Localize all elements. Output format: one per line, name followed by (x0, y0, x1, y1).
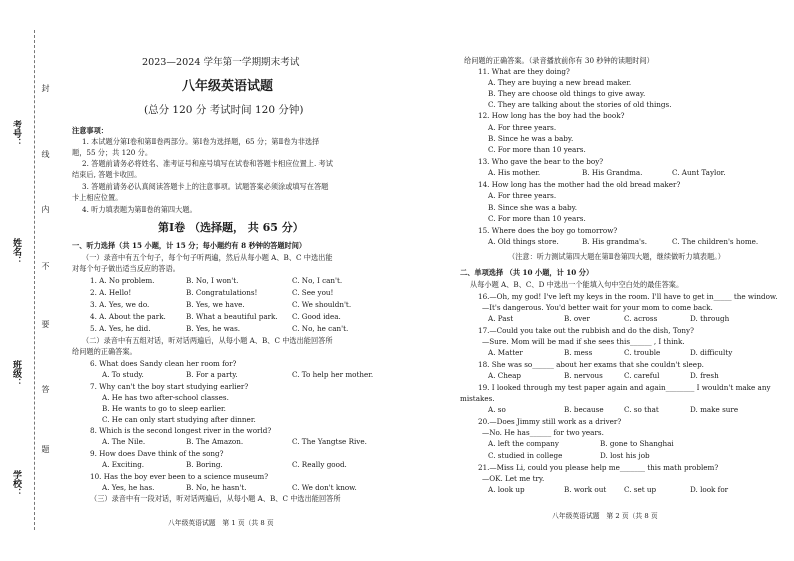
question-text: —It's dangerous. You'd better wait for your mom to come back. (482, 303, 713, 312)
page-1 (60, 0, 405, 561)
question-option: A. His mother. (488, 168, 541, 177)
section-instruction: （一）录音中有五个句子，每个句子听两遍，然后从每小题 A、B、C 中选出能 (82, 253, 333, 262)
question-option: B. Yes, he was. (186, 324, 241, 333)
seal-mark: 不 (41, 262, 50, 270)
seal-mark: 封 (41, 84, 50, 92)
question-option: C. He can only start studying after dinner. (102, 415, 256, 424)
question-text: 9. How does Dave think of the song? (90, 449, 224, 458)
question-option: B. Since she was a baby. (488, 203, 577, 212)
question-option: A. Yes, he has. (102, 483, 155, 492)
question-option: B. They are choose old things to give away. (488, 89, 646, 98)
school-label: 学校： (11, 470, 21, 497)
question-option: C. No, he can't. (292, 324, 349, 333)
question-text: 21.—Miss Li, could you please help me_______ this math problem? (478, 463, 719, 472)
question-option: A. Exciting. (102, 460, 145, 469)
question-option: B. What a beautiful park. (186, 312, 278, 321)
notes-line: 4. 听力填表题为第Ⅱ卷的第四大题。 (82, 205, 197, 214)
question-option: C. across (624, 314, 658, 323)
seal-mark: 线 (41, 150, 50, 158)
question-text: 13. Who gave the bear to the boy? (478, 157, 604, 166)
question-option: D. make sure (690, 405, 739, 414)
question-text: —OK. Let me try. (482, 474, 545, 483)
question-option: C. To help her mother. (292, 370, 374, 379)
notes-line: 题，55 分；共 120 分。 (72, 148, 153, 157)
single-choice-title: 二、单项选择 （共 10 小题，计 10 分） (460, 268, 594, 277)
question-option: D. look for (690, 485, 729, 494)
volume1-title: 第Ⅰ卷 （选择题， 共 65 分） (158, 221, 304, 234)
question-option: C. so that (624, 405, 659, 414)
notes-title: 注意事项： (72, 126, 108, 135)
question-option: B. No, I won't. (186, 276, 239, 285)
question-option: B. mess (564, 348, 593, 357)
question-option: B. For a party. (186, 370, 238, 379)
section-instruction: 从每小题 A、B、C、D 中选出一个能填入句中空白处的最佳答案。 (470, 280, 684, 289)
question-option: C. We shouldn't. (292, 300, 352, 309)
notes-line: 1. 本试题分第Ⅰ卷和第Ⅱ卷两部分。第Ⅰ卷为选择题，65 分；第Ⅱ卷为非选择 (82, 137, 320, 146)
name-label: 姓名： (11, 238, 21, 265)
question-option: D. lost his job (600, 451, 650, 460)
question-option: A. look up (488, 485, 525, 494)
question-option: B. over (564, 314, 590, 323)
question-option: B. His grandma's. (582, 237, 647, 246)
question-option: A. For three years. (488, 191, 557, 200)
page-footer: 八年级英语试题 第 2 页（共 8 页 (552, 512, 658, 520)
question-option: 3. A. Yes, we do. (90, 300, 150, 309)
seal-mark: 内 (41, 205, 50, 213)
question-option: A. He has two after-school classes. (102, 393, 229, 402)
question-option: A. Old things store. (488, 237, 559, 246)
question-text: 18. She was so______ about her exams that she couldn't sleep. (478, 360, 704, 369)
question-option: C. See you! (292, 288, 334, 297)
listening-title: 一、听力选择（共 15 小题，计 15 分；每小题约有 8 秒钟的答题时间） (72, 241, 307, 250)
question-text: —No. He has______ for two years. (482, 428, 604, 437)
question-option: A. left the company (488, 439, 559, 448)
question-option: C. Aunt Taylor. (672, 168, 726, 177)
seal-mark: 要 (41, 320, 50, 328)
question-option: C. For more than 10 years. (488, 214, 586, 223)
question-text: 14. How long has the mother had the old bread maker? (478, 180, 681, 189)
question-option: 2. A. Hello! (90, 288, 132, 297)
question-option: B. gone to Shanghai (600, 439, 674, 448)
question-option: B. nervous (564, 371, 603, 380)
question-option: B. His Grandma. (582, 168, 643, 177)
question-text: 20.—Does Jimmy still work as a driver? (478, 417, 622, 426)
question-text: 11. What are they doing? (478, 67, 570, 76)
seal-mark: 答 (41, 385, 50, 393)
class-label: 班级： (11, 360, 21, 387)
question-option: A. To study. (102, 370, 144, 379)
notes-line: 2. 答题前请务必将姓名、准考证号和座号填写在试卷和答题卡相应位置上. 考试 (82, 159, 333, 168)
question-text: 10. Has the boy ever been to a science museum? (90, 472, 269, 481)
question-option: A. Past (488, 314, 514, 323)
seal-mark: 题 (41, 445, 50, 453)
question-option: C. They are talking about the stories of old things. (488, 100, 672, 109)
section-instruction: 对每个句子做出适当反应的答语。 (72, 264, 180, 273)
subject-title: 八年级英语试题 (182, 79, 274, 94)
question-option: B. because (564, 405, 604, 414)
question-option: C. Really good. (292, 460, 347, 469)
question-option: A. For three years. (488, 123, 557, 132)
question-text: —Sure. Mom will be mad if she sees this______ , I think. (482, 337, 685, 346)
section-instruction: （二）录音中有五组对话，听对话两遍后，从每小题 A、B、C 中选出能回答所 (82, 336, 333, 345)
question-option: B. No, he hasn't. (186, 483, 247, 492)
question-text: 17.—Could you take out the rubbish and do the dish, Tony? (478, 326, 694, 335)
question-text: 7. Why can't the boy start studying earlier? (90, 382, 249, 391)
question-option: A. so (488, 405, 506, 414)
question-option: B. Since he was a baby. (488, 134, 574, 143)
question-text: 6. What does Sandy clean her room for? (90, 359, 237, 368)
question-option: D. fresh (690, 371, 719, 380)
question-text: 12. How long has the boy had the book? (478, 111, 625, 120)
question-option: A. They are buying a new bread maker. (488, 78, 632, 87)
question-option: B. Congratulations! (186, 288, 258, 297)
question-option: D. through (690, 314, 730, 323)
question-option: C. Good idea. (292, 312, 341, 321)
question-option: A. Matter (488, 348, 523, 357)
page-footer: 八年级英语试题 第 1 页（共 8 页 (168, 519, 274, 527)
question-option: A. The Nile. (102, 437, 146, 446)
question-option: 5. A. Yes, he did. (90, 324, 151, 333)
binding-margin (0, 0, 58, 561)
question-option: C. set up (624, 485, 657, 494)
question-option: 1. A. No problem. (90, 276, 155, 285)
question-option: B. Boring. (186, 460, 223, 469)
section-instruction: 给问题的正确答案。 (72, 347, 137, 356)
seal-line (34, 30, 35, 530)
question-text: 19. I looked through my test paper again and again________ I wouldn't make any (478, 383, 771, 392)
notes-line: 结束后, 答题卡收回。 (72, 170, 142, 179)
question-option: B. He wants to go to sleep earlier. (102, 404, 226, 413)
page-2 (452, 0, 794, 561)
question-option: B. The Amazon. (186, 437, 244, 446)
question-option: C. The Yangtse Rive. (292, 437, 367, 446)
question-text: 8. Which is the second longest river in the world? (90, 426, 272, 435)
question-option: C. trouble (624, 348, 661, 357)
question-option: C. No, I can't. (292, 276, 343, 285)
question-option: B. Yes, we have. (186, 300, 245, 309)
listening-note: （注意：听力测试第四大题在第Ⅱ卷第四大题，继续做听力填表题。） (508, 252, 725, 261)
exam-title: 2023—2024 学年第一学期期末考试 (142, 57, 300, 68)
question-option: D. difficulty (690, 348, 733, 357)
notes-line: 3. 答题前请务必认真阅读答题卡上的注意事项。试题答案必须涂或填写在答题 (82, 182, 329, 191)
exam-info: (总分 120 分 考试时间 120 分钟) (144, 104, 304, 116)
notes-line: 卡上相应位置。 (72, 193, 123, 202)
section-instruction: 给问题的正确答案。（录音播放前你有 30 秒钟的读题时间） (464, 56, 654, 65)
question-option: A. Cheap (488, 371, 522, 380)
exam-number-label: 考号： (11, 120, 21, 147)
question-option: C. We don't know. (292, 483, 357, 492)
question-option: C. studied in college (488, 451, 563, 460)
question-option: C. For more than 10 years. (488, 145, 586, 154)
section-instruction: （三）录音中有一段对话，听对话两遍后，从每小题 A、B、C 中选出能回答所 (90, 494, 341, 503)
question-option: B. work out (564, 485, 607, 494)
question-text: 15. Where does the boy go tomorrow? (478, 226, 618, 235)
question-text: mistakes. (460, 394, 495, 403)
question-option: C. The children's home. (672, 237, 759, 246)
question-option: C. careful (624, 371, 660, 380)
question-text: 16.—Oh, my god! I've left my keys in the room. I'll have to get in_____ the window. (478, 292, 778, 301)
question-option: 4. A. About the park. (90, 312, 166, 321)
